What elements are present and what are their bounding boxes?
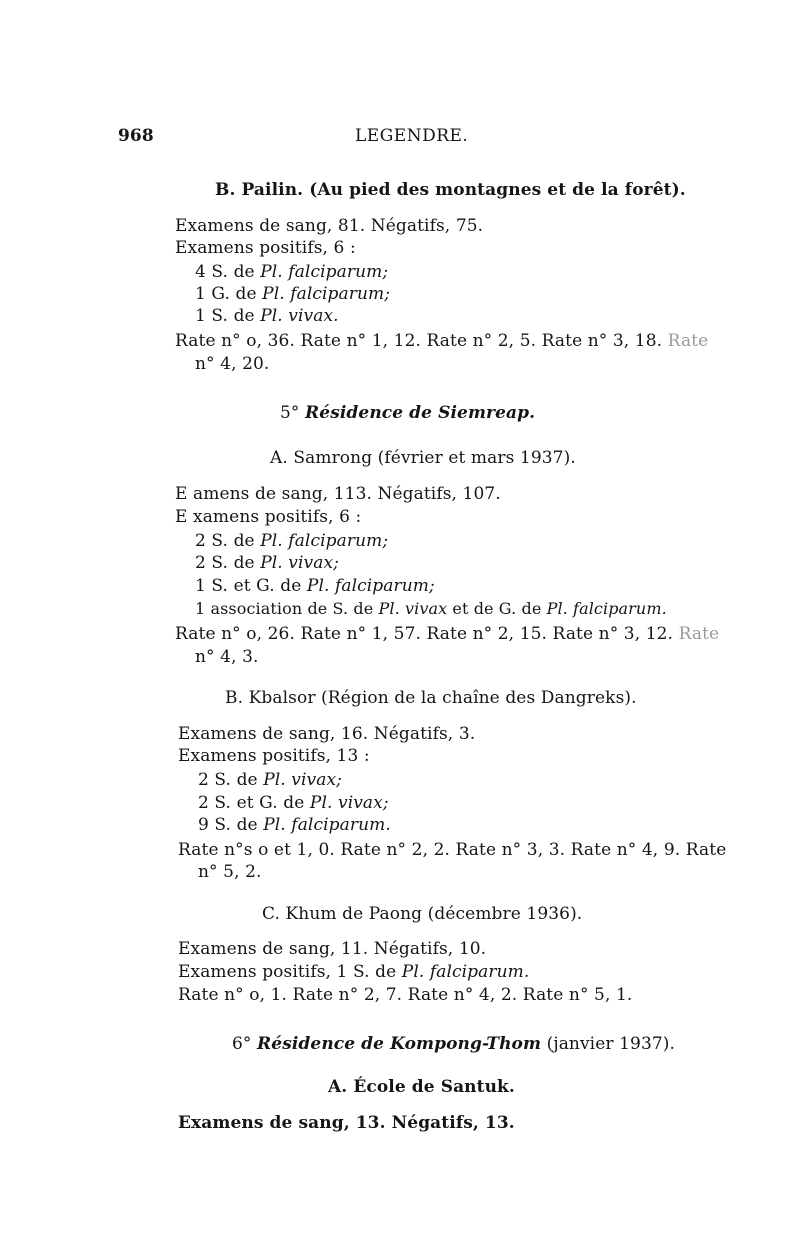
section-heading-khum-de-paong: C. Khum de Paong (décembre 1936). bbox=[262, 904, 583, 924]
samrong-positive-line: E xamens positifs, 6 : bbox=[175, 507, 362, 527]
kbalsor-item-3: 9 S. de Pl. falciparum. bbox=[198, 815, 391, 835]
kbalsor-item-1: 2 S. de Pl. vivax; bbox=[198, 770, 342, 790]
samrong-rate-line-1: Rate n° o, 26. Rate n° 1, 57. Rate n° 2, 15. Rate n° 3, 12. Rate bbox=[175, 624, 720, 644]
section-heading-santuk: A. École de Santuk. bbox=[328, 1077, 515, 1097]
samrong-item-1: 2 S. de Pl. falciparum; bbox=[195, 531, 389, 551]
section-heading-samrong: A. Samrong (février et mars 1937). bbox=[270, 448, 576, 468]
pailin-item-3: 1 S. de Pl. vivax. bbox=[195, 306, 339, 326]
section-heading-pailin: B. Pailin. (Au pied des montagnes et de la forêt). bbox=[215, 180, 686, 200]
kbalsor-exam-line: Examens de sang, 16. Négatifs, 3. bbox=[178, 724, 476, 744]
kbalsor-rate-line-1: Rate n°s o et 1, 0. Rate n° 2, 2. Rate n° 3, 3. Rate n° 4, 9. Rate bbox=[178, 840, 727, 860]
kbalsor-item-2: 2 S. et G. de Pl. vivax; bbox=[198, 793, 389, 813]
pailin-exam-line: Examens de sang, 81. Négatifs, 75. bbox=[175, 216, 484, 236]
samrong-item-2: 2 S. de Pl. vivax; bbox=[195, 553, 339, 573]
pailin-rate-line-2: n° 4, 20. bbox=[195, 354, 270, 374]
samrong-item-4: 1 association de S. de Pl. vivax et de G. de Pl. falciparum. bbox=[195, 599, 667, 618]
samrong-exam-line: E amens de sang, 113. Négatifs, 107. bbox=[175, 484, 501, 504]
pailin-rate-line-1: Rate n° o, 36. Rate n° 1, 12. Rate n° 2, 5. Rate n° 3, 18. Rate bbox=[175, 331, 709, 351]
section-heading-kompong-thom: 6° Résidence de Kompong-Thom (janvier 1937). bbox=[232, 1034, 676, 1054]
samrong-rate-line-2: n° 4, 3. bbox=[195, 647, 259, 667]
pailin-positive-line: Examens positifs, 6 : bbox=[175, 238, 356, 258]
khum-exam-line: Examens de sang, 11. Négatifs, 10. bbox=[178, 939, 487, 959]
khum-rate-line: Rate n° o, 1. Rate n° 2, 7. Rate n° 4, 2. Rate n° 5, 1. bbox=[178, 985, 633, 1005]
kbalsor-positive-line: Examens positifs, 13 : bbox=[178, 746, 370, 766]
samrong-item-3: 1 S. et G. de Pl. falciparum; bbox=[195, 576, 435, 596]
page-number: 968 bbox=[118, 126, 154, 146]
kbalsor-rate-line-2: n° 5, 2. bbox=[198, 862, 262, 882]
santuk-exam-line: Examens de sang, 13. Négatifs, 13. bbox=[178, 1113, 515, 1133]
section-heading-siemreap: 5° Résidence de Siemreap. bbox=[280, 403, 536, 423]
khum-positive-line: Examens positifs, 1 S. de Pl. falciparum. bbox=[178, 962, 530, 982]
pailin-item-1: 4 S. de Pl. falciparum; bbox=[195, 262, 389, 282]
section-heading-kbalsor: B. Kbalsor (Région de la chaîne des Dangreks). bbox=[225, 688, 637, 708]
running-title: LEGENDRE. bbox=[355, 126, 469, 146]
pailin-item-2: 1 G. de Pl. falciparum; bbox=[195, 284, 391, 304]
